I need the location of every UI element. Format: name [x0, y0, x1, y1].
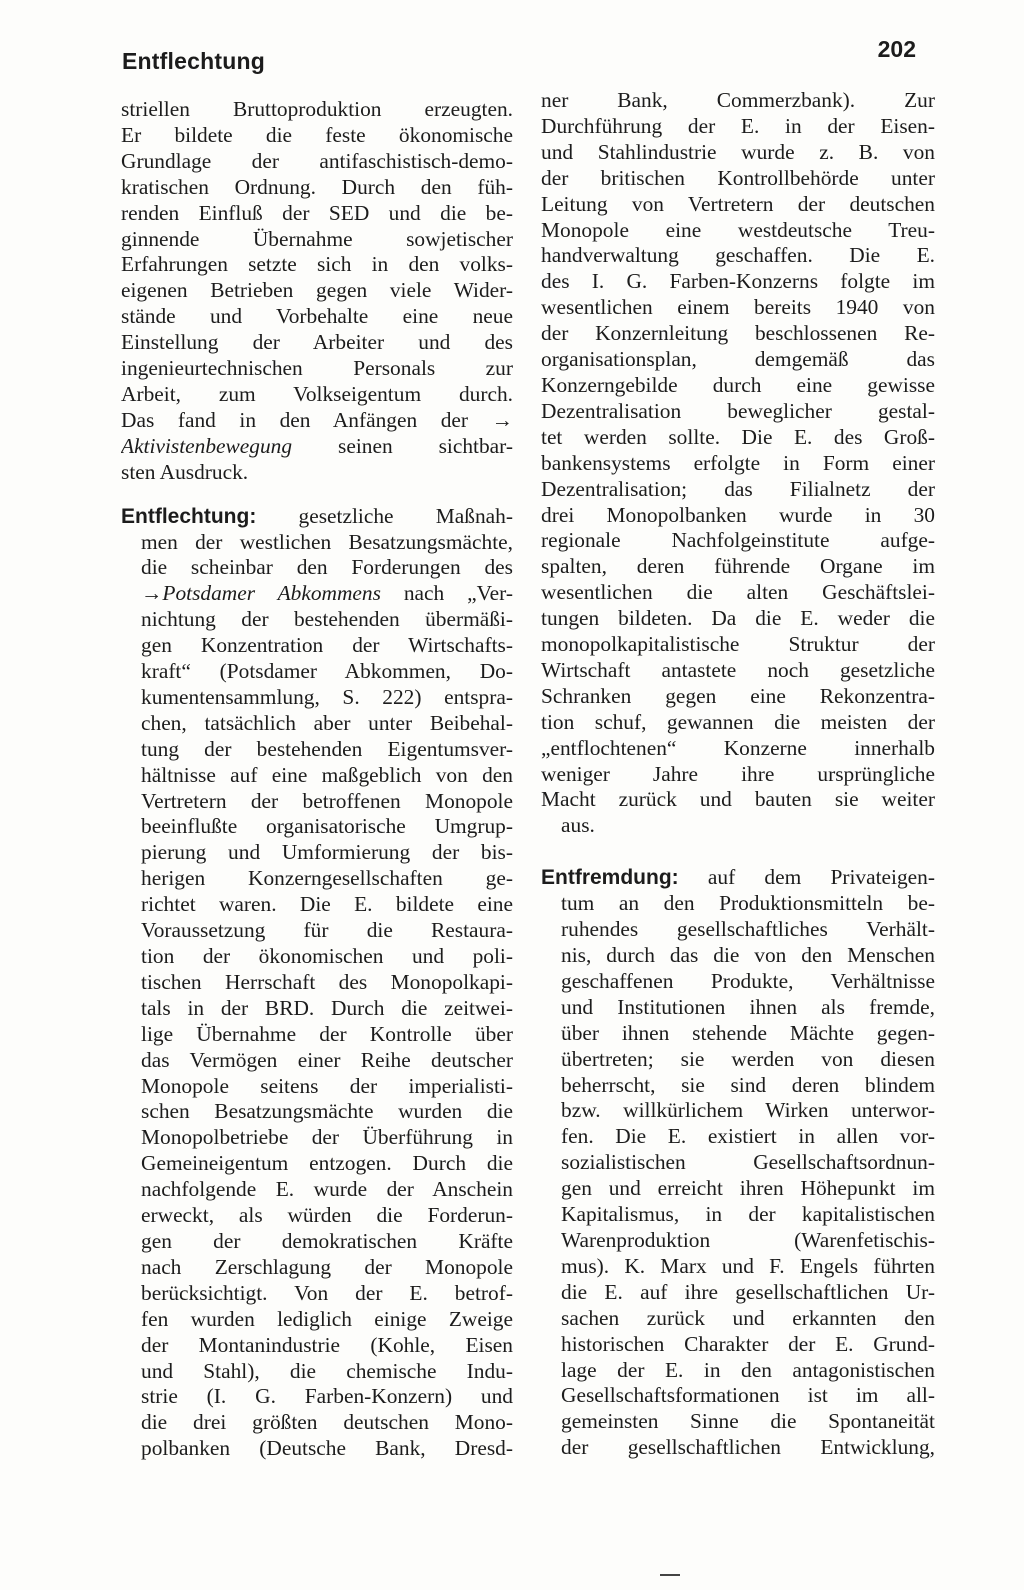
text-line: bzw. willkürlichem Wirken unterwor- — [561, 1098, 935, 1123]
text-line: gen der demokratischen Kräfte — [141, 1228, 513, 1253]
text-line: bankensystems erfolgte in Form einer — [541, 450, 935, 475]
text-line: Gesellschaftsformationen ist im all- — [561, 1383, 935, 1408]
entry-first-line — [121, 504, 513, 530]
text-line: die scheinbar den Forderungen des — [141, 555, 513, 580]
text-line: tion der ökonomischen und poli- — [141, 944, 513, 968]
text-line: der Konzernleitung beschlossenen Re- — [541, 321, 935, 346]
text-line: ginnende Übernahme sowjetischer — [121, 226, 513, 251]
text-line: lage der E. in den antagonistischen — [561, 1357, 935, 1382]
text-line: Wirtschaft antastete noch gesetzliche — [541, 657, 935, 682]
text-line: Gemeineigentum entzogen. Durch die — [141, 1151, 513, 1176]
text-line: fen wurden lediglich einige Zweige — [141, 1306, 513, 1331]
text-line: Einstellung der Arbeiter und des — [121, 330, 513, 355]
text-line: fen. Die E. existiert in allen vor- — [561, 1124, 935, 1149]
text-line: wesentlichen einem bereits 1940 von — [541, 295, 935, 320]
cross-reference-link[interactable]: Aktivistenbewegung — [121, 433, 293, 458]
text-fragment: auf dem Privateigen- — [678, 865, 935, 890]
text-line: men der westlichen Besatzungsmächte, — [141, 529, 513, 554]
text-line: Schranken gegen eine Rekonzentra- — [541, 683, 935, 708]
text-line: handverwaltung geschaffen. Die E. — [541, 243, 935, 268]
text-line: Warenproduktion (Warenfetischis- — [561, 1227, 935, 1252]
text-line: wesentlichen die alten Geschäftslei- — [541, 580, 935, 605]
text-line: übertreten; sie werden von diesen — [561, 1046, 935, 1071]
text-line: der gesellschaftlichen Entwicklung, — [561, 1435, 935, 1460]
text-line: gen Konzentration der Wirtschafts- — [141, 633, 513, 658]
text-line: regionale Nachfolgeinstitute aufge- — [541, 528, 935, 553]
text-line: Durchführung der E. in der Eisen- — [541, 113, 935, 138]
text-line: berücksichtigt. Von der E. betrof- — [141, 1280, 513, 1305]
text-line: historischen Charakter der E. Grund- — [561, 1331, 935, 1356]
text-line: monopolkapitalistische Struktur der — [541, 632, 935, 657]
text-line: tion schuf, gewannen die meisten der — [541, 709, 935, 734]
dictionary-entry-entflechtung — [121, 504, 513, 1463]
text-line: pierung und Umformierung der bis- — [141, 840, 513, 865]
text-line: drei Monopolbanken wurde in 30 — [541, 502, 935, 527]
text-line: Er bildete die feste ökonomische — [121, 122, 513, 147]
text-line: beherrscht, sie sind deren blindem — [561, 1072, 935, 1097]
text-line: das Vermögen einer Reihe deutscher — [141, 1047, 513, 1072]
page-footer-rule — [660, 1574, 680, 1576]
text-line: „entflochtenen“ Konzerne innerhalb — [541, 735, 935, 760]
text-line: spalten, deren führende Organe im — [541, 554, 935, 579]
text-line-with-cross-reference — [121, 434, 513, 460]
cross-reference-link[interactable]: Potsdamer Abkommens — [162, 581, 381, 606]
text-line: aus. — [561, 813, 595, 838]
paragraph-gap — [541, 839, 935, 865]
text-line: Erfahrungen setzte sich in den volks- — [121, 252, 513, 277]
text-line: ruhendes gesellschaftliches Verhält- — [561, 917, 935, 942]
text-line: tet werden sollte. Die E. des Groß- — [541, 424, 935, 449]
text-line: Vertretern der betroffenen Monopole — [141, 788, 513, 813]
text-line: und Stahl), die chemische Indu- — [141, 1358, 513, 1383]
text-line: Dezentralisation beweglicher gestal- — [541, 398, 935, 423]
page-number: 202 — [877, 36, 916, 62]
text-line: stände und Vorbehalte eine neue — [121, 304, 513, 329]
text-line: gemeinsten Sinne die Spontaneität — [561, 1409, 935, 1434]
text-line: kumentensammlung, S. 222) entspra- — [141, 684, 513, 709]
text-fragment: nach „Ver- — [380, 581, 513, 606]
continuation-paragraph — [541, 88, 935, 839]
text-line: nach Zerschlagung der Monopole — [141, 1254, 513, 1279]
text-line: weniger Jahre ihre ursprüngliche — [541, 761, 935, 786]
text-line: erweckt, als würden die Forderun- — [141, 1203, 513, 1228]
text-line: Dezentralisation; das Filialnetz der — [541, 476, 935, 501]
text-line: über ihnen stehende Mächte gegen- — [561, 1020, 935, 1045]
entry-term: Entflechtung: — [121, 504, 257, 528]
text-line: Das fand in den Anfängen der → — [121, 407, 513, 432]
paragraph-gap — [121, 486, 513, 504]
text-line: tum an den Produktionsmitteln be- — [561, 891, 935, 916]
text-line: polbanken (Deutsche Bank, Dresd- — [141, 1436, 513, 1461]
text-line: Monopole eine westdeutsche Treu- — [541, 217, 935, 242]
text-line: chen, tatsächlich aber unter Beibehal- — [141, 710, 513, 735]
text-line: geschaffenen Produkte, Verhältnisse — [561, 968, 935, 993]
running-head: Entflechtung — [122, 48, 265, 74]
text-line: tung der bestehenden Eigentumsver- — [141, 736, 513, 761]
entry-first-line — [541, 865, 935, 891]
text-line: tungen bildeten. Da die E. weder die — [541, 606, 935, 631]
text-line: ner Bank, Commerzbank). Zur — [541, 88, 935, 112]
text-line: ingenieurtechnischen Personals zur — [121, 356, 513, 381]
text-line: schen Besatzungsmächte wurden die — [141, 1099, 513, 1124]
text-line: sozialistischen Gesellschaftsordnun- — [561, 1150, 935, 1175]
text-line: nichtung der bestehenden übermäßi- — [141, 607, 513, 632]
text-line: sachen zurück und erkannten den — [561, 1305, 935, 1330]
text-line-with-cross-reference — [121, 581, 513, 607]
text-line: Leitung von Vertretern der deutschen — [541, 191, 935, 216]
text-line: nachfolgende E. wurde der Anschein — [141, 1177, 513, 1202]
text-line: des I. G. Farben-Konzerns folgte im — [541, 269, 935, 294]
text-line: richtet waren. Die E. bildete eine — [141, 892, 513, 917]
text-line: beeinflußte organisatorische Umgrup- — [141, 814, 513, 839]
text-line: Monopole seitens der imperialisti- — [141, 1073, 513, 1098]
text-line: der Montanindustrie (Kohle, Eisen — [141, 1332, 513, 1357]
text-line: renden Einfluß der SED und die be- — [121, 200, 513, 225]
text-line: und Institutionen ihnen als fremde, — [561, 994, 935, 1019]
text-line: Arbeit, zum Volkseigentum durch. — [121, 381, 513, 406]
entry-term: Entfremdung: — [541, 866, 679, 890]
text-line: gen und erreicht ihren Höhepunkt im — [561, 1176, 935, 1201]
text-line: die E. auf ihre gesellschaftlichen Ur- — [561, 1279, 935, 1304]
text-line: Monopolbetriebe der Überführung in — [141, 1125, 513, 1150]
text-line: striellen Bruttoproduktion erzeugten. — [121, 97, 513, 121]
text-line: sten Ausdruck. — [121, 459, 249, 484]
text-line: tischen Herrschaft des Monopolkapi- — [141, 969, 513, 994]
text-line: lige Übernahme der Kontrolle über — [141, 1021, 513, 1046]
continuation-paragraph — [121, 97, 513, 486]
text-line: organisationsplan, demgemäß das — [541, 347, 935, 372]
text-line: der britischen Kontrollbehörde unter — [541, 165, 935, 190]
text-fragment: seinen sichtbar- — [292, 433, 513, 458]
text-line: kraft“ (Potsdamer Abkommen, Do- — [141, 659, 513, 684]
left-column — [121, 97, 513, 1462]
text-line: hältnisse auf eine maßgeblich von den — [141, 762, 513, 787]
text-line: strie (I. G. Farben-Konzern) und — [141, 1384, 513, 1409]
text-line: Grundlage der antifaschistisch-demo- — [121, 148, 513, 173]
text-line: herigen Konzerngesellschaften ge- — [141, 866, 513, 891]
right-column — [541, 88, 935, 1461]
text-line: die drei größten deutschen Mono- — [141, 1410, 513, 1435]
text-line: mus). K. Marx und F. Engels führten — [561, 1253, 935, 1278]
text-line: Voraussetzung für die Restaura- — [141, 918, 513, 943]
text-line: tals in der BRD. Durch die zeitwei- — [141, 995, 513, 1020]
text-line: Kapitalismus, in der kapitalistischen — [561, 1202, 935, 1227]
text-line: nis, durch das die von den Menschen — [561, 943, 935, 967]
text-line: kratischen Ordnung. Durch den füh- — [121, 174, 513, 199]
text-line: eigenen Betrieben gegen viele Wider- — [121, 278, 513, 303]
text-line: Macht zurück und bauten sie weiter — [541, 787, 935, 812]
text-line: Konzerngebilde durch eine gewisse — [541, 372, 935, 397]
dictionary-entry-entfremdung — [541, 865, 935, 1461]
arrow-icon: → — [141, 581, 163, 606]
text-fragment: gesetzliche Maßnah- — [256, 503, 513, 528]
text-line: und Stahlindustrie wurde z. B. von — [541, 139, 935, 164]
